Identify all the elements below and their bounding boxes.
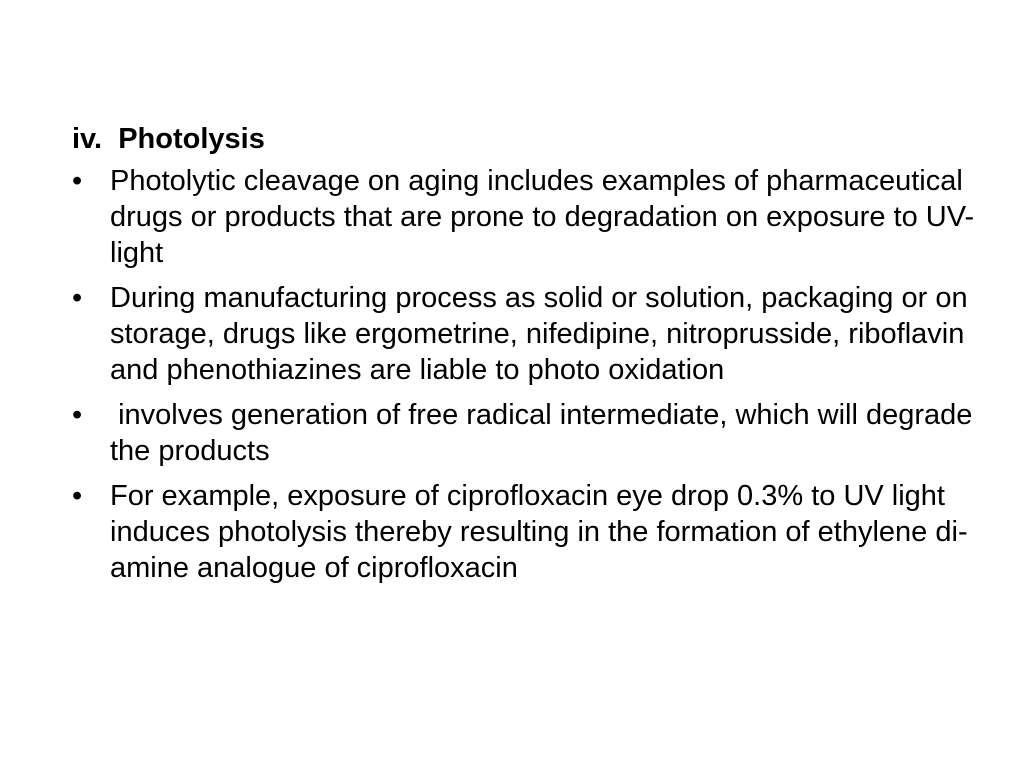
bullet-icon: • <box>72 399 83 431</box>
bullet-icon: • <box>72 165 83 197</box>
bullet-text: involves generation of free radical intermediate, which will degrade the products <box>110 399 981 467</box>
bullet-item <box>72 478 982 586</box>
bullet-text: During manufacturing process as solid or solution, packaging or on storage, drugs like ergometrine, nifedipine, nitroprusside, riboflavin and phenothiazines are liable to photo oxidation <box>110 282 976 386</box>
bullet-list <box>72 163 982 586</box>
bullet-item <box>72 163 982 271</box>
bullet-item <box>72 397 982 469</box>
section-heading: iv. Photolysis <box>72 123 265 155</box>
bullet-icon: • <box>72 480 83 512</box>
bullet-icon: • <box>72 282 83 314</box>
slide-content <box>72 121 982 595</box>
bullet-text: For example, exposure of ciprofloxacin eye drop 0.3% to UV light induces photolysis thereby resulting in the formation of ethylene di-amine analogue of ciprofloxacin <box>110 480 968 584</box>
bullet-text: Photolytic cleavage on aging includes examples of pharmaceutical drugs or products that are prone to degradation on exposure to UV-light <box>110 165 975 269</box>
bullet-item <box>72 280 982 388</box>
